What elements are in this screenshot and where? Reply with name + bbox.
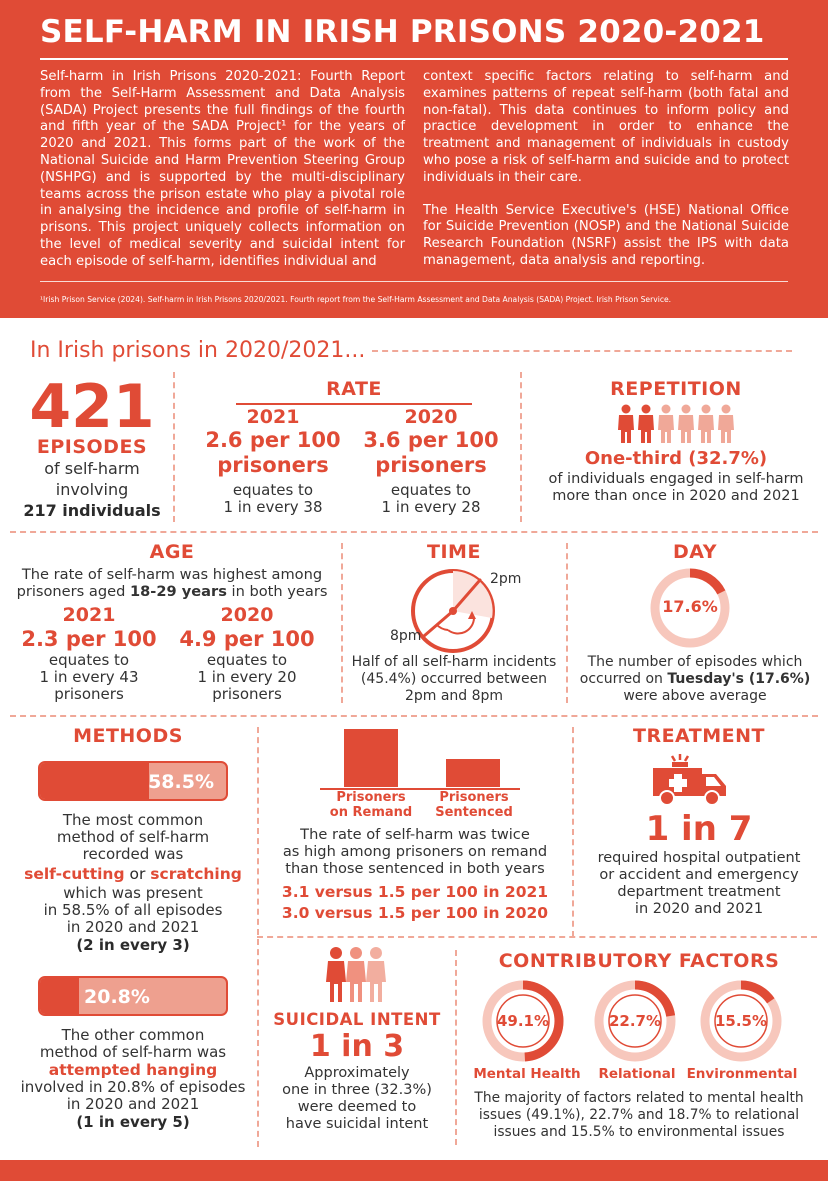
repetition-line2: more than once in 2020 and 2021 [552,488,800,504]
factor-label-mental-health: Mental Health [473,1066,581,1082]
cutting-line8: (2 in every 3) [76,936,190,954]
remand-label-2: on Remand [329,805,413,820]
hanging-line4: involved in 20.8% of episodes [20,1078,246,1096]
clock-icon [408,566,498,656]
rate-panel [196,378,512,405]
factor-environmental [698,978,784,1068]
episodes-line1: of self-harm [44,459,140,478]
hanging-percent: 20.8% [84,986,150,1008]
cutting-bar [38,761,228,801]
age-line2-post: in both years [226,583,328,600]
rate-2021-value: 2.6 per 100 [205,428,341,452]
contributory-line3: issues and 15.5% to environmental issues [493,1124,785,1140]
cutting-bold1: self-cutting [24,865,125,883]
divider [572,727,574,937]
day-line2-bold: Tuesday's (17.6%) [667,671,811,687]
cutting-bar-fill [40,763,149,799]
rate-2021-unit: prisoners [217,453,329,477]
day-line3: were above average [623,688,767,704]
people-group-icon [318,946,394,1004]
rate-2020 [354,406,508,516]
time-label-2pm: 2pm [490,571,522,587]
factor-relational [592,978,678,1068]
remand-stat1: 3.1 versus 1.5 per 100 in 2021 [281,883,549,901]
time-line1: Half of all self-harm incidents [351,654,557,670]
rate-2020-unit: prisoners [375,453,487,477]
hanging-line5: in 2020 and 2021 [66,1095,200,1113]
age-2020-rate: 4.9 per 100 [179,627,315,651]
age-2020-ratio: 1 in every 20 [197,668,297,686]
rate-2021 [196,406,350,516]
remand-label-1: Prisoners [336,790,406,805]
intro-right-text-1: context specific factors relating to self-harm and examines patterns of repeat self-harm (both fatal and non-fatal). This data continues to inform policy and practice development in order to enhance the treatment and management of individuals in custody who pose a risk of self-harm and suicide and to protect individuals in their care. [423,69,789,185]
cutting-line2: method of self-harm [56,828,210,846]
age-bracket: 18-29 years [129,583,227,600]
page-title: SELF-HARM IN IRISH PRISONS 2020-2021 [40,14,765,50]
age-2021 [10,604,168,703]
footnote: ¹Irish Prison Service (2024). Self-harm in Irish Prisons 2020/2021. Fourth report from the Self-Harm Assessment and Data Analysis (SADA) Project. Irish Prison Service. [40,295,672,304]
rate-2021-ratio: 1 in every 38 [223,498,323,516]
episodes-individuals: 217 individuals [23,501,161,520]
rate-2020-ratio: 1 in every 28 [381,498,481,516]
treatment-panel [576,725,822,747]
hanging-bold: attempted hanging [48,1061,218,1079]
person-icon [678,405,694,444]
rate-2020-value: 3.6 per 100 [363,428,499,452]
episodes-number: 421 [29,372,155,442]
repetition-panel [530,378,822,505]
remand-label [318,790,424,820]
age-2021-unit: prisoners [54,685,124,703]
sentenced-label-1: Prisoners [439,790,509,805]
time-title: TIME [427,541,481,563]
hanging-line2: method of self-harm was [39,1043,227,1061]
cutting-line1: The most common [62,811,204,829]
rate-title-rule [236,403,472,405]
sentenced-label-2: Sentenced [435,805,513,820]
time-line3: 2pm and 8pm [404,688,504,704]
treatment-line2: or accident and emergency [599,867,799,883]
contributory-line1: The majority of factors related to mental health [474,1090,804,1106]
day-donut [649,567,731,649]
rate-2021-eq: equates to [232,481,314,499]
episodes-panel [14,372,170,521]
treatment-line3: department treatment [617,884,781,900]
intro-right-text-2: The Health Service Executive's (HSE) National Office for Suicide Prevention (NOSP) and the National Suicide Research Foundation (NSRF) assist the IPS with data management, data analysis and reporting. [423,202,789,268]
factor-percent: 15.5% [714,1012,768,1030]
sentenced-bar [446,759,500,787]
day-line2-pre: occurred on [579,671,668,687]
hanging-line6: (1 in every 5) [76,1113,190,1131]
contributory-line2: issues (49.1%), 22.7% and 18.7% to relational [478,1107,800,1123]
methods-panel [8,725,248,747]
divider [10,531,818,533]
episodes-line2: involving [55,480,129,499]
suicidal-line1: Approximately [304,1065,410,1081]
treatment-title: TREATMENT [632,725,765,747]
header-banner [0,0,828,318]
person-icon [638,405,654,444]
rate-title: RATE [326,378,382,400]
rate-2020-eq: equates to [390,481,472,499]
age-2020 [168,604,326,703]
divider [10,715,818,717]
cutting-line7: in 2020 and 2021 [66,918,200,936]
day-line1: The number of episodes which [587,654,803,670]
divider [372,350,792,352]
age-2021-eq: equates to [48,651,130,669]
cutting-text [8,812,258,954]
factor-label-environmental: Environmental [686,1066,798,1082]
treatment-text [576,808,822,918]
treatment-line4: in 2020 and 2021 [634,901,764,917]
cutting-line6: in 58.5% of all episodes [43,901,223,919]
remand-line2: as high among prisoners on remand [282,843,548,860]
sentenced-label [421,790,527,820]
age-line1: The rate of self-harm was highest among [21,566,323,583]
age-2020-eq: equates to [206,651,288,669]
intro-right [423,69,789,270]
divider [455,950,457,1145]
time-panel [345,541,563,563]
cutting-line3: recorded was [82,845,184,863]
remand-text [262,826,568,922]
age-title: AGE [149,541,195,563]
day-text [570,654,820,705]
methods-title: METHODS [73,725,183,747]
remand-line1: The rate of self-harm was twice [300,826,530,843]
factor-label-relational: Relational [598,1066,676,1082]
divider [566,543,568,703]
contributory-title: CONTRIBUTORY FACTORS [498,950,780,972]
age-2021-ratio: 1 in every 43 [39,668,139,686]
episodes-label: EPISODES [36,436,148,458]
treatment-headline: 1 in 7 [645,809,753,849]
suicidal-line4: have suicidal intent [285,1116,429,1132]
repetition-headline: One-third (32.7%) [584,448,768,469]
factor-percent: 49.1% [496,1012,550,1030]
section-subheading: In Irish prisons in 2020/2021... [30,338,366,363]
rate-2020-year: 2020 [404,406,458,428]
day-percent: 17.6% [662,597,718,616]
treatment-line1: required hospital outpatient [597,850,801,866]
time-label-8pm: 8pm [390,628,422,644]
age-2020-unit: prisoners [212,685,282,703]
remand-chart [320,727,520,787]
divider [341,543,343,703]
time-line2: (45.4%) occurred between [360,671,548,687]
hanging-bar [38,976,228,1016]
time-text [345,654,563,705]
factor-mental-health [480,978,566,1068]
age-2021-rate: 2.3 per 100 [21,627,157,651]
day-line2 [570,671,820,688]
hanging-bar-fill [40,978,79,1014]
rate-2021-year: 2021 [246,406,300,428]
person-icon [658,405,674,444]
suicidal-intent-panel [262,1010,452,1133]
hanging-line1: The other common [61,1026,205,1044]
person-icon [718,405,734,444]
remand-line3: than those sentenced in both years [285,860,545,877]
person-icon [618,405,634,444]
cutting-percent: 58.5% [148,771,214,793]
divider [520,372,522,522]
suicidal-line3: were deemed to [297,1099,417,1115]
cutting-line5: which was present [63,884,203,902]
intro-left [40,69,405,271]
title-rule [40,58,788,60]
suicidal-headline: 1 in 3 [309,1029,405,1064]
cutting-method [8,863,258,885]
intro-left-text: Self-harm in Irish Prisons 2020-2021: Fourth Report from the Self-Harm Assessment and Data Analysis (SADA) Project presents the full findings of the fourth and fifth year of the SADA Project¹ for the years of 2020 and 2021. This forms part of the work of the National Suicide and Harm Prevention Steering Group (NSHPG) and is supported by the multi-disciplinary teams across the prison estate who play a pivotal role in analysing the incidence and profile of self-harm in prisons. This project uniquely collects information on the level of medical severity and suicidal intent for each episode of self-harm, identifies individual and [40,69,405,269]
factor-percent: 22.7% [608,1012,662,1030]
person-icon [698,405,714,444]
age-panel [8,541,336,600]
divider [257,936,817,938]
divider [173,372,175,522]
cutting-or: or [124,865,151,883]
contributory-text [462,1090,816,1141]
footnote-rule [40,281,788,282]
age-line2 [8,583,336,600]
cutting-bold2: scratching [150,865,242,883]
ambulance-icon [650,752,732,808]
contributory-panel [462,950,816,972]
age-2021-year: 2021 [62,604,116,626]
footer-bar [0,1160,828,1181]
people-icon-row [616,404,736,444]
remand-stat2: 3.0 versus 1.5 per 100 in 2020 [281,904,549,922]
repetition-line1: of individuals engaged in self-harm [548,471,804,487]
day-title: DAY [673,541,717,563]
age-2020-year: 2020 [220,604,274,626]
hanging-text [8,1027,258,1131]
suicidal-line2: one in three (32.3%) [282,1082,432,1098]
remand-bar [344,729,398,787]
suicidal-title: SUICIDAL INTENT [273,1010,441,1029]
day-panel [570,541,820,563]
repetition-title: REPETITION [610,378,742,400]
age-line2-pre: prisoners aged [16,583,130,600]
